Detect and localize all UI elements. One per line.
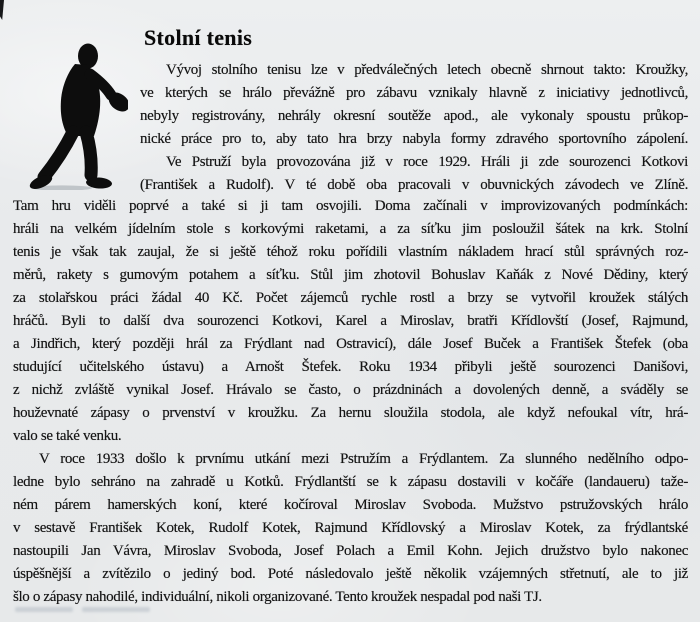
text-line: hráli na velkém jídelním stole s korkovými raketami, a za síťku jim posloužil šátek na krk. Stolní — [13, 221, 688, 237]
text-line: Vývoj stolního tenisu lze v předválečných letech obecně shrnout takto: Kroužky, — [166, 62, 688, 78]
scan-edge-artifact — [0, 0, 4, 20]
text-line: úspěšnější a zvítězilo o jediný bod. Poté následovalo ještě několik vzájemných střetnutí, ale to již — [13, 566, 688, 582]
text-line: za stolařskou práci žádal 40 Kč. Počet zájemců rychle rostl a brzy se vytvořil kroužek stálých — [13, 290, 688, 306]
text-line: v sestavě František Kotek, Rudolf Kotek, Rajmund Křídlovský a Miroslav Kotek, za frýdlantské — [13, 520, 688, 536]
text-line: V roce 1933 došlo k prvnímu utkání mezi Pstružím a Frýdlantem. Za slunného nedělního odpo- — [39, 451, 688, 467]
text-line: nebyly registrovány, nehrály okresní soutěže apod., ale vykonaly spoustu průkop- — [140, 108, 688, 124]
bleedthrough-text-ghost — [15, 605, 153, 614]
text-line: ve kterých se hrálo převážně pro zábavu vznikaly hlavně z iniciativy jednotlivců, — [140, 85, 688, 101]
text-line: studující učitelského ústavu) a Arnošt Štefek. Roku 1934 přibyli ještě sourozenci Danišovi, — [13, 359, 688, 375]
text-line: ném párem hamerských koní, které kočíroval Miroslav Svoboda. Mužstvo pstružovských hrálo — [13, 497, 688, 513]
text-line: nické práce pro to, aby tato hra brzy nabyla formy zdravého sportovního zápolení. — [140, 131, 688, 147]
paragraph-block-full-width-1 — [13, 195, 688, 448]
bleedthrough-smudge — [82, 607, 150, 612]
text-line: hráčů. Byli to další dva sourozenci Kotkovi, Karel a Miroslav, bratři Křídlovští (Josef, Rajmund, — [13, 313, 688, 329]
text-line: Ve Pstruží byla provozována již v roce 1929. Hráli ji zde sourozenci Kotkovi — [166, 154, 688, 170]
text-line: houževnaté zápasy o prvenství v kroužku. Za hernu sloužila stodola, ale když nefoukal vítr, hrá- — [13, 405, 688, 421]
paragraph-block-beside-image — [140, 59, 688, 197]
text-line: tenis je však tak zaujal, že si ještě téhož roku pořídili vlastním nákladem hrací stůl správných roz- — [13, 244, 688, 260]
text-line: nastoupili Jan Vávra, Miroslav Svoboda, Josef Polach a Emil Kohn. Jejich družstvo bylo nakonec — [13, 543, 688, 559]
bleedthrough-smudge — [15, 607, 73, 612]
text-line: měrů, rakety s gumovým potahem a síťku. Stůl jim zhotovil Bohuslav Kaňák z Nové Dědiny, který — [13, 267, 688, 283]
text-line: Tam hru viděli poprvé a také si ji tam osvojili. Doma začínali v improvizovaných podmínkách: — [13, 198, 688, 214]
table-tennis-player-silhouette — [28, 42, 128, 190]
text-line: ledne bylo sehráno na zahradě u Kotků. Frýdlantští se k zápasu dostavili v kočáře (landaueru) taže- — [13, 474, 688, 490]
page-title: Stolní tenis — [144, 24, 253, 50]
text-line: šlo o zápasy nahodilé, individuální, nikoli organizované. Tento kroužek nespadal pod naši TJ. — [13, 589, 542, 605]
text-line: z nichž zvláště vynikal Josef. Hrávalo se často, o prázdninách a dovolených denně, a sváděly se — [13, 382, 688, 398]
text-line: (František a Rudolf). V té době oba pracovali v obuvnických závodech ve Zlíně. — [140, 177, 688, 193]
paragraph-block-full-width-2 — [13, 448, 688, 609]
text-line: valo se také venku. — [13, 428, 122, 444]
text-line: a Jindřich, který později hrál za Frýdlant nad Ostravicí), dále Josef Buček a František Štefek (oba — [13, 336, 688, 352]
